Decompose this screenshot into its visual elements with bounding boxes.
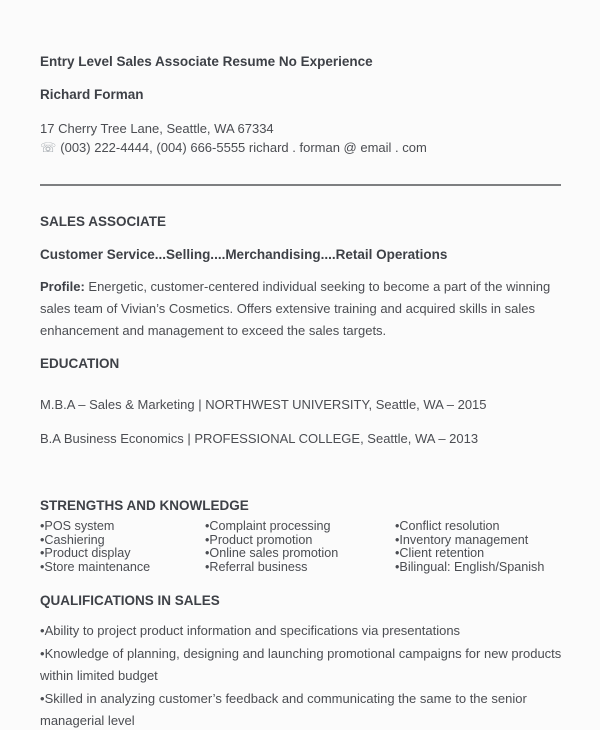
strengths-column-2 [205, 520, 395, 574]
section-education [40, 356, 560, 448]
strength-item: • Complaint processing [205, 520, 395, 534]
strengths-column-1 [40, 520, 205, 574]
skills-tagline: Customer Service...Selling....Merchandising....Retail Operations [40, 247, 448, 262]
strength-item: • Inventory management [395, 534, 560, 548]
profile-text: Energetic, customer-centered individual seeking to become a part of the winning sales team of Vivian’s Cosmetics. Offers extensive training and acquired skills in sales enhancement and management to exceed the sales targets. [40, 279, 551, 338]
section-spacer [40, 574, 560, 593]
section-sales-associate [40, 214, 560, 342]
strength-item: • Referral business [205, 561, 395, 575]
strength-item: • Store maintenance [40, 561, 205, 575]
education-item: B.A Business Economics | PROFESSIONAL COLLEGE, Seattle, WA – 2013 [40, 431, 479, 446]
education-heading: EDUCATION [40, 356, 120, 371]
qualifications-list [40, 620, 564, 730]
telephone-icon: ☏ [40, 141, 57, 156]
address-line: 17 Cherry Tree Lane, Seattle, WA 67334 [40, 121, 274, 136]
qualifications-heading: QUALIFICATIONS IN SALES [40, 593, 220, 609]
strength-item: • Bilingual: English/Spanish [395, 561, 560, 575]
profile-paragraph [40, 276, 560, 342]
strength-item: • Conflict resolution [395, 520, 560, 534]
strengths-column-3 [395, 520, 560, 574]
strengths-heading: STRENGTHS AND KNOWLEDGE [40, 498, 249, 513]
qualification-item: • Skilled in analyzing customer’s feedback and communicating the same to the senior managerial level [40, 688, 564, 730]
contact-block [40, 119, 560, 158]
section-spacer [40, 448, 560, 498]
candidate-name: Richard Forman [40, 87, 144, 102]
strength-item: • POS system [40, 520, 205, 534]
section-qualifications [40, 593, 560, 730]
profile-label: Profile: [40, 279, 85, 294]
strength-item: • Product promotion [205, 534, 395, 548]
strength-item: • Product display [40, 547, 205, 561]
section-strengths [40, 498, 560, 574]
sales-associate-heading: SALES ASSOCIATE [40, 214, 167, 229]
qualification-item: • Knowledge of planning, designing and launching promotional campaigns for new products within limited budget [40, 643, 564, 688]
strength-item: • Cashiering [40, 534, 205, 548]
page-title: Entry Level Sales Associate Resume No Experience [40, 54, 373, 69]
contact-text: (003) 222-4444, (004) 666-5555 richard . forman @ email . com [60, 140, 427, 155]
qualification-item: • Ability to project product information and specifications via presentations [40, 620, 564, 643]
divider-rule [40, 184, 561, 186]
strengths-columns [40, 520, 560, 574]
phone-line [40, 138, 560, 158]
education-item: M.B.A – Sales & Marketing | NORTHWEST UNIVERSITY, Seattle, WA – 2015 [40, 397, 487, 412]
strength-item: • Online sales promotion [205, 547, 395, 561]
strength-item: • Client retention [395, 547, 560, 561]
